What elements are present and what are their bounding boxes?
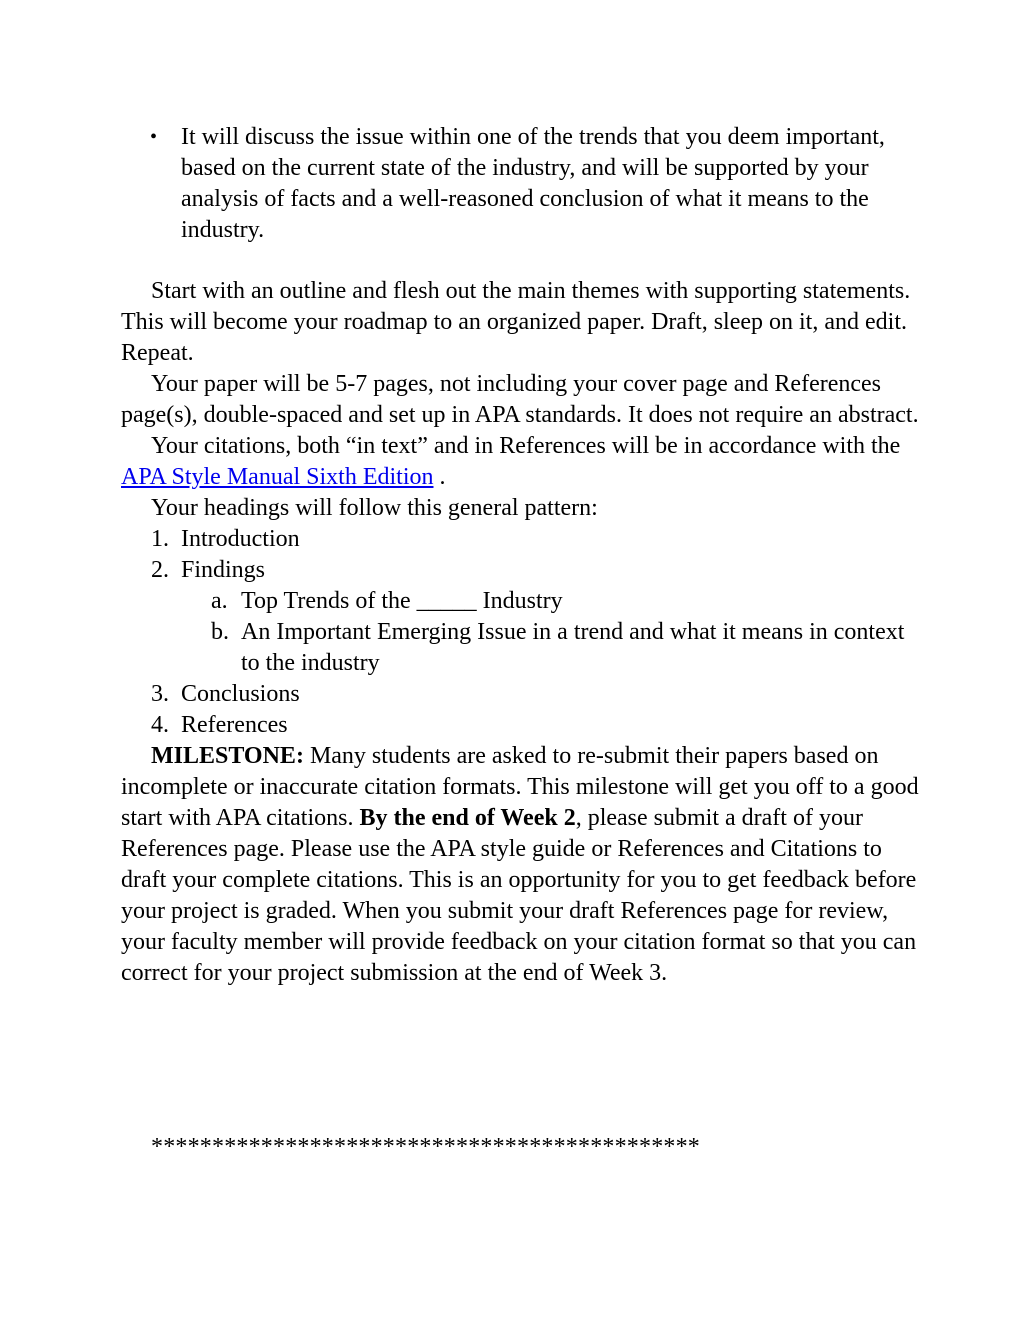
outline-paragraph: Start with an outline and flesh out the main themes with supporting statements. This will become your roadmap to an organized paper. Draft, sleep on it, and edit. Repeat. [121, 278, 911, 366]
milestone-deadline: By the end of Week 2 [359, 805, 576, 831]
citations-paragraph [121, 431, 921, 493]
subheading-label: Top Trends of the _____ Industry [241, 588, 563, 614]
bullet-text: It will discuss the issue within one of the trends that you deem important, based on the current state of the industry, and will be supported by your analysis of facts and a well-reasoned conclusion of what it means to the industry. [181, 124, 885, 243]
bullet-marker: • [150, 126, 158, 148]
heading-item-findings [121, 555, 921, 586]
heading-label: References [181, 712, 288, 738]
separator-line: ********************************************* [151, 1134, 700, 1160]
bullet-list [150, 122, 910, 246]
heading-item-introduction [121, 524, 921, 555]
subheading-item-emerging-issue [121, 617, 921, 679]
heading-number: 1. [151, 526, 169, 552]
length-paragraph: Your paper will be 5-7 pages, not including your cover page and References page(s), double-spaced and set up in APA standards. It does not require an abstract. [121, 371, 919, 428]
heading-item-conclusions [121, 679, 921, 710]
subheading-letter: a. [211, 588, 228, 614]
milestone-label: MILESTONE: [151, 743, 304, 769]
heading-label: Conclusions [181, 681, 300, 707]
subheading-letter: b. [211, 619, 229, 645]
milestone-paragraph [121, 741, 921, 989]
apa-style-manual-link[interactable]: APA Style Manual Sixth Edition [121, 464, 434, 490]
heading-number: 4. [151, 712, 169, 738]
subheading-item-top-trends [121, 586, 921, 617]
milestone-text-2: , please submit a draft of your References page. Please use the APA style guide or References and Citations to draft your complete citations. This is an opportunity for you to get feedback before your project is graded. When you submit your draft References page for review, your faculty member will provide feedback on your citation format so that you can correct for your project submission at the end of Week 3. [121, 805, 917, 986]
headings-intro: Your headings will follow this general pattern: [151, 495, 598, 521]
milestone-text-1: Many students are asked to re-submit their papers based on incomplete or inaccurate citation formats. This milestone will get you off to a good start with APA citations. [121, 743, 919, 831]
heading-number: 3. [151, 681, 169, 707]
heading-number: 2. [151, 557, 169, 583]
heading-item-references [121, 710, 921, 741]
citations-end: . [433, 464, 446, 490]
bullet-item [150, 122, 910, 246]
subheading-label: An Important Emerging Issue in a trend and what it means in context to the industry [241, 619, 905, 676]
heading-label: Introduction [181, 526, 300, 552]
heading-label: Findings [181, 557, 266, 583]
body-text [121, 276, 921, 989]
citations-text: Your citations, both “in text” and in References will be in accordance with the [151, 433, 901, 459]
